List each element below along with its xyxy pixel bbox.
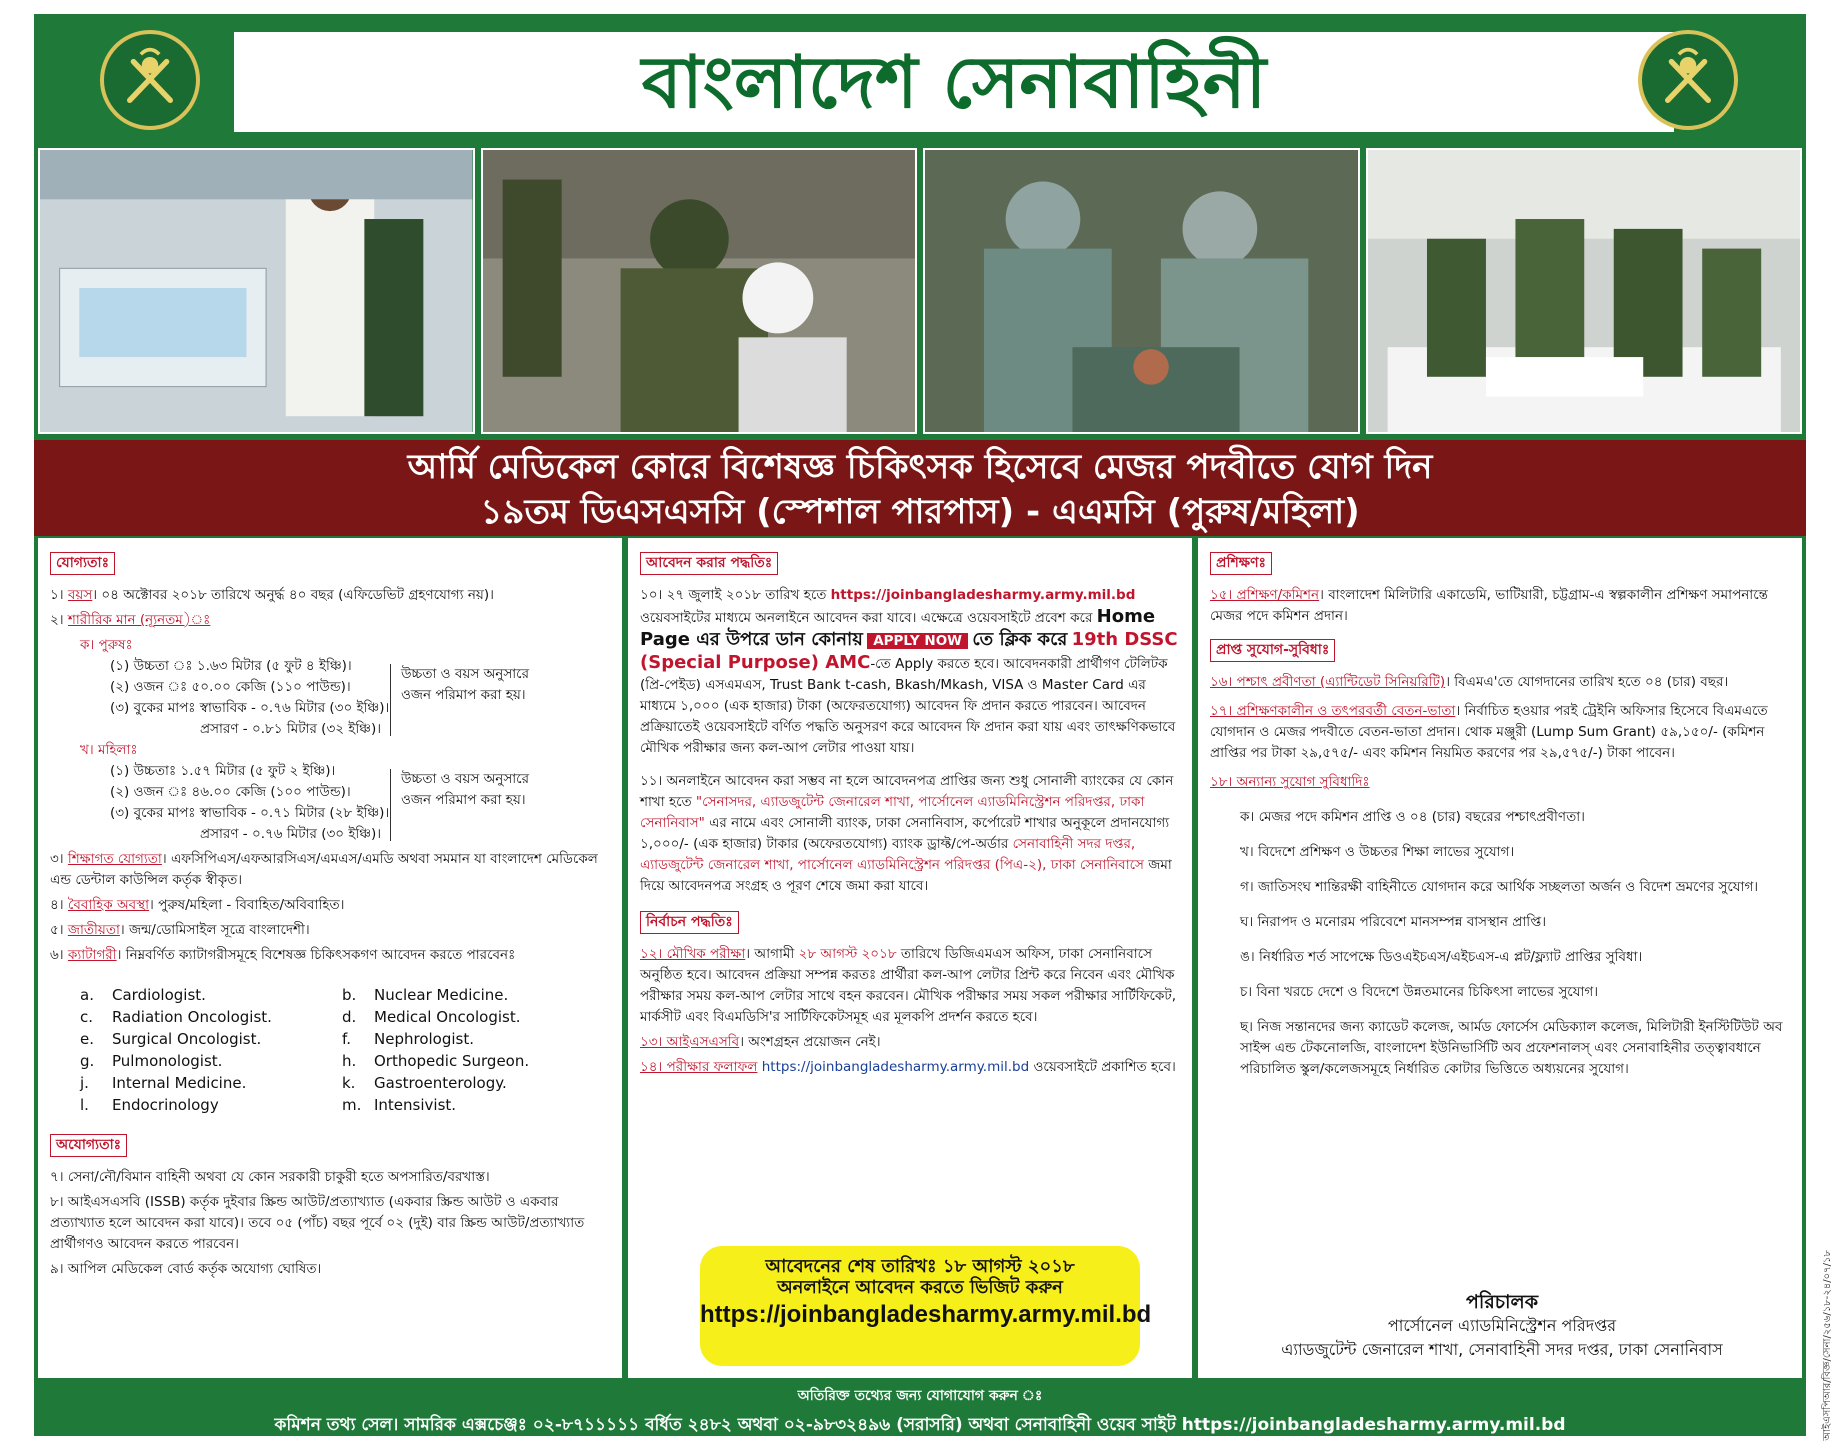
- item-text: তে ক্লিক করে: [972, 629, 1068, 650]
- disqualification-heading: অযোগ্যতাঃ: [50, 1134, 127, 1157]
- benefit-item-17: [1210, 701, 1790, 764]
- soldier-doctor-child-photo: [481, 148, 918, 434]
- item-label: ১৬। পশ্চাৎ প্রবীণতা (এ্যান্টিডেট সিনিয়রিটি): [1210, 674, 1446, 690]
- other-benefit-item: ছ। নিজ সন্তানদের জন্য ক্যাডেট কলেজ, আর্মড ফোর্সেস মেডিক্যাল কলেজ, মিলিটারী ইনস্টিটিউট অব সাইন্স এন্ড টেকনোলজি, বাংলাদেশ ইউনিভার্সিটি অব প্রফেশনালস্ এবং সেনাবাহিনীর তত্ত্বাবধানে পরিচালিত স্কুল/কলেজসমূহে নির্ধারিত কোটার ভিত্তিতে অধ্যয়নের সুযোগ।: [1240, 1019, 1783, 1077]
- item-label: শারীরিক মান (ন্যূনতম)ঃ: [67, 612, 211, 628]
- signatory-branch: এ্যাডজুটেন্ট জেনারেল শাখা, সেনাবাহিনী সদর দপ্তর, ঢাকা সেনানিবাস: [1281, 1340, 1723, 1359]
- male-height: (১) উচ্চতা ঃ ১.৬৩ মিটার (৫ ফুট ৪ ইঞ্চি)।: [110, 658, 352, 674]
- item-text: ওয়েবসাইটে প্রকাশিত হবে।: [1033, 1059, 1176, 1075]
- female-chest-expanded: প্রসারণ - ০.৭৬ মিটার (৩০ ইঞ্চি)।: [200, 826, 382, 842]
- selection-item-12: [640, 944, 1180, 1028]
- footer-contact-heading: অতিরিক্ত তথ্যের জন্য যোগাযোগ করুন ঃ: [797, 1388, 1043, 1404]
- specialty-name: Nuclear Medicine.: [374, 986, 509, 1004]
- deadline-visit-text: অনলাইনে আবেদন করতে ভিজিট করুন: [777, 1277, 1063, 1298]
- submission-office: সেনাবাহিনী সদর দপ্তর, এ্যাডজুটেন্ট জেনারেল শাখা, পার্সোনেল এ্যাডমিনিস্ট্রেশন পরিদপ্তর (পিএ-২), ঢাকা সেনানিবাসে: [640, 836, 1144, 873]
- signatory-directorate: পার্সোনেল এ্যাডমিনিস্ট্রেশন পরিদপ্তর: [1387, 1316, 1617, 1335]
- training-heading: প্রশিক্ষণঃ: [1210, 552, 1272, 575]
- item-label: ১৭। প্রশিক্ষণকালীন ও তৎপরবর্তী বেতন-ভাতা: [1210, 703, 1456, 719]
- header: [34, 14, 1806, 144]
- nurse-incubator-photo: [38, 148, 475, 434]
- other-benefit-item: গ। জাতিসংঘ শান্তিরক্ষী বাহিনীতে যোগদান করে আর্থিক সচ্ছলতা অর্জন ও বিদেশ ভ্রমণের সুযোগ।: [1240, 879, 1759, 895]
- item-number: ৫।: [50, 922, 64, 938]
- specialty-name: Internal Medicine.: [112, 1074, 247, 1092]
- item-number: ৩।: [50, 851, 64, 867]
- other-benefits-list: [1210, 807, 1790, 1080]
- application-column: [628, 538, 1192, 1378]
- deadline-date: আবেদনের শেষ তারিখঃ ১৮ আগস্ট ২০১৮: [765, 1256, 1075, 1277]
- other-benefit-item: ঙ। নির্ধারিত শর্ত সাপেক্ষে ডিওএইচএস/এইচএস-এ প্লট/ফ্ল্যাট প্রাপ্তির সুবিধা।: [1240, 949, 1643, 965]
- surgery-photo: [923, 148, 1360, 434]
- specialty-letter: e.: [80, 1030, 94, 1048]
- specialty-letter: h.: [342, 1052, 357, 1070]
- side-reference-note: আইএসপিআর/বিজ্ঞ/সেনা/২৫৬/১৮-২৪/০৭/১৮: [1822, 1250, 1833, 1441]
- female-standards: [50, 761, 610, 845]
- specialty-name: Medical Oncologist.: [374, 1008, 521, 1026]
- deadline-website-link[interactable]: https://joinbangladesharmy.army.mil.bd: [700, 1301, 1152, 1328]
- category-item: [50, 945, 610, 966]
- selection-heading: নির্বাচন পদ্ধতিঃ: [640, 911, 739, 934]
- item-label: শিক্ষাগত যোগ্যতা: [67, 851, 162, 867]
- item-text: -তে Apply করতে হবে। আবেদনকারী প্রার্থীগণ টেলিটক (প্রি-পেইড) এসএমএস, Trust Bank t-cash, Bkash/Mkash, VISA ও Master Card এর মাধ্যমে ১,০০০ (এক হাজার) টাকা (অফেরতযোগ্য) আবেদন ফি প্রদান করতে পারবেন। আবেদন প্রক্রিয়াতেই ওয়েবসাইটে বর্ণিত পদ্ধতি অনুসরণ করে আবেদন ফি প্রদান করা যায় এবং তাৎক্ষণিকভাবে মৌখিক পরীক্ষার জন্য কল-আপ লেটার পাওয়া যায়।: [640, 656, 1176, 756]
- item-text: তারিখে ডিজিএমএস অফিস, ঢাকা সেনানিবাসে অনুষ্ঠিত হবে। আবেদন প্রক্রিয়া সম্পন্ন করতঃ প্রার্থীরা কল-আপ লেটার প্রিন্ট করে নিবেন এবং মৌখিক পরীক্ষার সময় কল-আপ লেটার সাথে বহন করবেন। মৌখিক পরীক্ষার সময় সকল পরীক্ষার সার্টিফিকেট, মার্কসীট এবং বিএমডিসি'র সার্টিফিকেটসমূহ এর মূলকপি প্রদর্শন করতে হবে।: [640, 946, 1177, 1025]
- specialty-name: Cardiologist.: [112, 986, 206, 1004]
- marital-item: [50, 895, 610, 916]
- specialty-letter: j.: [80, 1074, 89, 1092]
- disq-item-9: ৯। আপিল মেডিকেল বোর্ড কর্তৃক অযোগ্য ঘোষিত।: [50, 1261, 322, 1277]
- item-number: ২।: [50, 612, 64, 628]
- selection-item-14: [640, 1057, 1180, 1078]
- item-number: ৪।: [50, 897, 64, 913]
- item-text: এর নামে এবং সোনালী ব্যাংক, ঢাকা সেনানিবাস, কর্পোরেট শাখার অনুকূলে প্রদানযোগ্য ১,০০০/- (এক হাজার) টাকার (অফেরতযোগ্য) ব্যাংক ড্রাফ্ট/পে-অর্ডার: [640, 815, 1170, 852]
- benefit-item-16: [1210, 672, 1790, 693]
- item-text: । অংশগ্রহন প্রয়োজন নেই।: [739, 1034, 881, 1050]
- website-link[interactable]: https://joinbangladesharmy.army.mil.bd: [830, 587, 1136, 603]
- specialty-letter: c.: [80, 1008, 94, 1026]
- item-label: ১২। মৌখিক পরীক্ষা: [640, 946, 746, 962]
- signatory-title: পরিচালক: [1466, 1291, 1538, 1313]
- specialty-letter: b.: [342, 986, 357, 1004]
- item-number: ৬।: [50, 947, 64, 963]
- item-label: বয়স: [67, 587, 93, 603]
- specialty-letter: l.: [80, 1096, 89, 1114]
- item-label: ১৫। প্রশিক্ষণ/কমিশন: [1210, 587, 1320, 603]
- item-text: । আগামী: [745, 946, 795, 962]
- page-title: বাংলাদেশ সেনাবাহিনী: [234, 32, 1674, 132]
- specialty-name: Radiation Oncologist.: [112, 1008, 272, 1026]
- item-text: ১১। অনলাইনে আবেদন করা সম্ভব না হলে আবেদনপত্র প্রাপ্তির জন্য শুধু সোনালী ব্যাংকের যে কোন শাখা হতে: [640, 773, 1174, 810]
- male-note: উচ্চতা ও বয়স অনুসারে ওজন পরিমাপ করা হয়।: [390, 664, 561, 736]
- item-text: । পুরুষ/মহিলা - বিবাহিত/অবিবাহিত।: [149, 897, 345, 913]
- age-item: [50, 585, 610, 606]
- footer: [34, 1380, 1806, 1436]
- banner-line-1: আর্মি মেডিকেল কোরে বিশেষজ্ঞ চিকিৎসক হিসেবে মেজর পদবীতে যোগ দিন: [407, 447, 1433, 487]
- nationality-item: [50, 920, 610, 941]
- male-standards: [50, 656, 610, 740]
- dssc-course-text: 19th DSSC (Special Purpose) AMC: [640, 629, 1178, 673]
- eligibility-heading: যোগ্যতাঃ: [50, 552, 115, 575]
- item-label: ১৩। আইএসএসবি: [640, 1034, 740, 1050]
- signature-block: [1222, 1290, 1782, 1362]
- specialty-list: [80, 984, 610, 1116]
- apply-item-11: [640, 771, 1180, 897]
- female-weight: (২) ওজন ঃ ৪৬.০০ কেজি (১০০ পাউন্ড)।: [110, 784, 351, 800]
- education-item: [50, 849, 610, 891]
- item-text: । নিম্নবর্ণিত ক্যাটাগরীসমূহে বিশেষজ্ঞ চিকিৎসকগণ আবেদন করতে পারবেনঃ: [116, 947, 516, 963]
- physical-standard-item: [50, 610, 610, 631]
- specialty-letter: k.: [342, 1074, 356, 1092]
- training-item-15: [1210, 585, 1790, 627]
- apply-item-10: [640, 585, 1180, 759]
- footer-contact-details: কমিশন তথ্য সেল। সামরিক এক্সচেঞ্জঃ ০২-৮৭১১১১১ বর্ধিত ২৪৮২ অথবা ০২-৯৮৩২৪৯৬ (সরাসরি) অথবা সেনাবাহিনী ওয়েব সাইট https://joinbangladesharmy.army.mil.bd: [274, 1415, 1566, 1435]
- other-benefit-item: চ। বিনা খরচে দেশে ও বিদেশে উন্নতমানের চিকিৎসা লাভের সুযোগ।: [1240, 984, 1599, 1000]
- item-text: ওয়েবসাইটের মাধ্যমে অনলাইনে আবেদন করা যাবে। এক্ষেত্রে ওয়েবসাইটে প্রবেশ করে: [640, 610, 1093, 626]
- apply-heading: আবেদন করার পদ্ধতিঃ: [640, 552, 778, 575]
- photo-strip: [38, 148, 1802, 434]
- item-label: জাতীয়তা: [67, 922, 120, 938]
- content-columns: [38, 538, 1802, 1378]
- specialty-letter: a.: [80, 986, 94, 1004]
- male-label: ক। পুরুষঃ: [80, 637, 133, 653]
- specialty-name: Orthopedic Surgeon.: [374, 1052, 530, 1070]
- specialty-name: Endocrinology: [112, 1096, 219, 1114]
- army-emblem-right-icon: [1638, 30, 1738, 130]
- apply-now-button[interactable]: APPLY NOW: [867, 633, 968, 649]
- eligibility-column: [38, 538, 622, 1378]
- item-label: ১৮। অন্যান্য সুযোগ সুবিধাদিঃ: [1210, 774, 1370, 790]
- item-text: । এফসিপিএস/এফআরসিএস/এমএস/এমডি অথবা সমমান যা বাংলাদেশ মেডিকেল এন্ড ডেন্টাল কাউন্সিল কর্তৃক স্বীকৃত।: [50, 851, 598, 888]
- female-chest: (৩) বুকের মাপঃ স্বাভাবিক - ০.৭১ মিটার (২৮ ইঞ্চি)।: [110, 805, 390, 821]
- deadline-box: [700, 1246, 1152, 1366]
- specialty-name: Intensivist.: [374, 1096, 457, 1114]
- item-text: । নির্বাচিত হওয়ার পরই ট্রেইনি অফিসার হিসেবে বিএমএতে যোগদান ও মেজর পদবীতে বেতন-ভাতা প্রদান। থোক মঞ্জুরী (Lump Sum Grant) ৫৯,১৫০/- (কমিশন প্রাপ্তির পর টাকা ২৯,৫৭৫/- এবং কমিশন নিয়মিত করণের পর ২৯,৫৭৫/-) টাকা পাবেন।: [1210, 703, 1768, 761]
- other-benefit-item: খ। বিদেশে প্রশিক্ষণ ও উচ্চতর শিক্ষা লাভের সুযোগ।: [1240, 844, 1515, 860]
- item-text: । বাংলাদেশ মিলিটারি একাডেমি, ভাটিয়ারী, চট্টগ্রাম-এ স্বল্পকালীন প্রশিক্ষণ সমাপনান্তে মেজর পদে কমিশন প্রদান।: [1210, 587, 1768, 624]
- specialty-name: Pulmonologist.: [112, 1052, 223, 1070]
- item-text: । বিএমএ'তে যোগদানের তারিখ হতে ০৪ (চার) বছর।: [1445, 674, 1729, 690]
- item-label: বৈবাহিক অবস্থা: [67, 897, 150, 913]
- male-chest: (৩) বুকের মাপঃ স্বাভাবিক - ০.৭৬ মিটার (৩০ ইঞ্চি)।: [110, 700, 390, 716]
- specialty-name: Surgical Oncologist.: [112, 1030, 262, 1048]
- other-benefit-item: ঘ। নিরাপদ ও মনোরম পরিবেশে মানসম্পন্ন বাসস্থান প্রাপ্তি।: [1240, 914, 1547, 930]
- disq-item-8: ৮। আইএসএসবি (ISSB) কর্তৃক দুইবার স্ক্রিন্ড আউট/প্রত্যাখ্যাত (একবার স্ক্রিন্ড আউট ও একবার প্রত্যাখ্যাত হলে আবেদন করা যাবে)। তবে ০৫ (পাঁচ) বছর পূর্বে ০২ (দুই) বার স্ক্রিন্ড আউট/প্রত্যাখ্যাত প্রার্থীগণও আবেদন করতে পারবেন।: [50, 1194, 585, 1252]
- female-label: খ। মহিলাঃ: [80, 742, 138, 758]
- specialty-name: Nephrologist.: [374, 1030, 474, 1048]
- disq-item-7: ৭। সেনা/নৌ/বিমান বাহিনী অথবা যে কোন সরকারী চাকুরী হতে অপসারিত/বরখাস্ত।: [50, 1169, 490, 1185]
- other-benefit-item: ক। মেজর পদে কমিশন প্রাপ্তি ও ০৪ (চার) বছরের পশ্চাৎপ্রবীণতা।: [1240, 809, 1585, 825]
- item-text: । জন্ম/ডোমিসাইল সূত্রে বাংলাদেশী।: [119, 922, 310, 938]
- payee-name: "সেনাসদর, এ্যাডজুটেন্ট জেনারেল শাখা, পার্সোনেল এ্যাডমিনিস্ট্রেশন পরিদপ্তর, ঢাকা সেনানিবাস": [640, 794, 1145, 831]
- results-website-link[interactable]: https://joinbangladesharmy.army.mil.bd: [761, 1059, 1030, 1075]
- male-chest-expanded: প্রসারণ - ০.৮১ মিটার (৩২ ইঞ্চি)।: [200, 721, 382, 737]
- army-emblem-left-icon: [100, 30, 200, 130]
- item-text: । ০৪ অক্টোবর ২০১৮ তারিখে অনুর্দ্ধ ৪০ বছর (এফিডেভিট গ্রহণযোগ্য নয়)।: [92, 587, 494, 603]
- item-text: জমা দিয়ে আবেদনপত্র সংগ্রহ ও পূরণ শেষে জমা করা যাবে।: [640, 857, 1172, 894]
- benefits-column: [1198, 538, 1802, 1378]
- benefit-item-18: [1210, 772, 1790, 793]
- title-banner: [34, 440, 1806, 536]
- item-number: ১।: [50, 587, 64, 603]
- selection-item-13: [640, 1032, 1180, 1053]
- specialty-letter: f.: [342, 1030, 351, 1048]
- male-weight: (২) ওজন ঃ ৫০.০০ কেজি (১১০ পাউন্ড)।: [110, 679, 351, 695]
- item-text: ১০। ২৭ জুলাই ২০১৮ তারিখ হতে: [640, 587, 827, 603]
- specialty-name: Gastroenterology.: [374, 1074, 507, 1092]
- benefits-heading: প্রাপ্ত সুযোগ-সুবিধাঃ: [1210, 639, 1335, 662]
- female-note: উচ্চতা ও বয়স অনুসারে ওজন পরিমাপ করা হয়।: [390, 769, 561, 841]
- banner-line-2: ১৯তম ডিএসএসসি (স্পেশাল পারপাস) - এএমসি (পুরুষ/মহিলা): [480, 492, 1360, 532]
- viva-date: ২৮ আগস্ট ২০১৮: [798, 946, 897, 962]
- specialty-letter: d.: [342, 1008, 357, 1026]
- item-label: ক্যাটাগরী: [67, 947, 117, 963]
- specialty-letter: m.: [342, 1096, 362, 1114]
- home-page-text: Home Page এর উপরে ডান কোনায়: [640, 606, 1156, 650]
- item-label: ১৪। পরীক্ষার ফলাফল: [640, 1059, 758, 1075]
- hospital-ward-photo: [1366, 148, 1803, 434]
- specialty-letter: g.: [80, 1052, 95, 1070]
- female-height: (১) উচ্চতাঃ ১.৫৭ মিটার (৫ ফুট ২ ইঞ্চি)।: [110, 763, 336, 779]
